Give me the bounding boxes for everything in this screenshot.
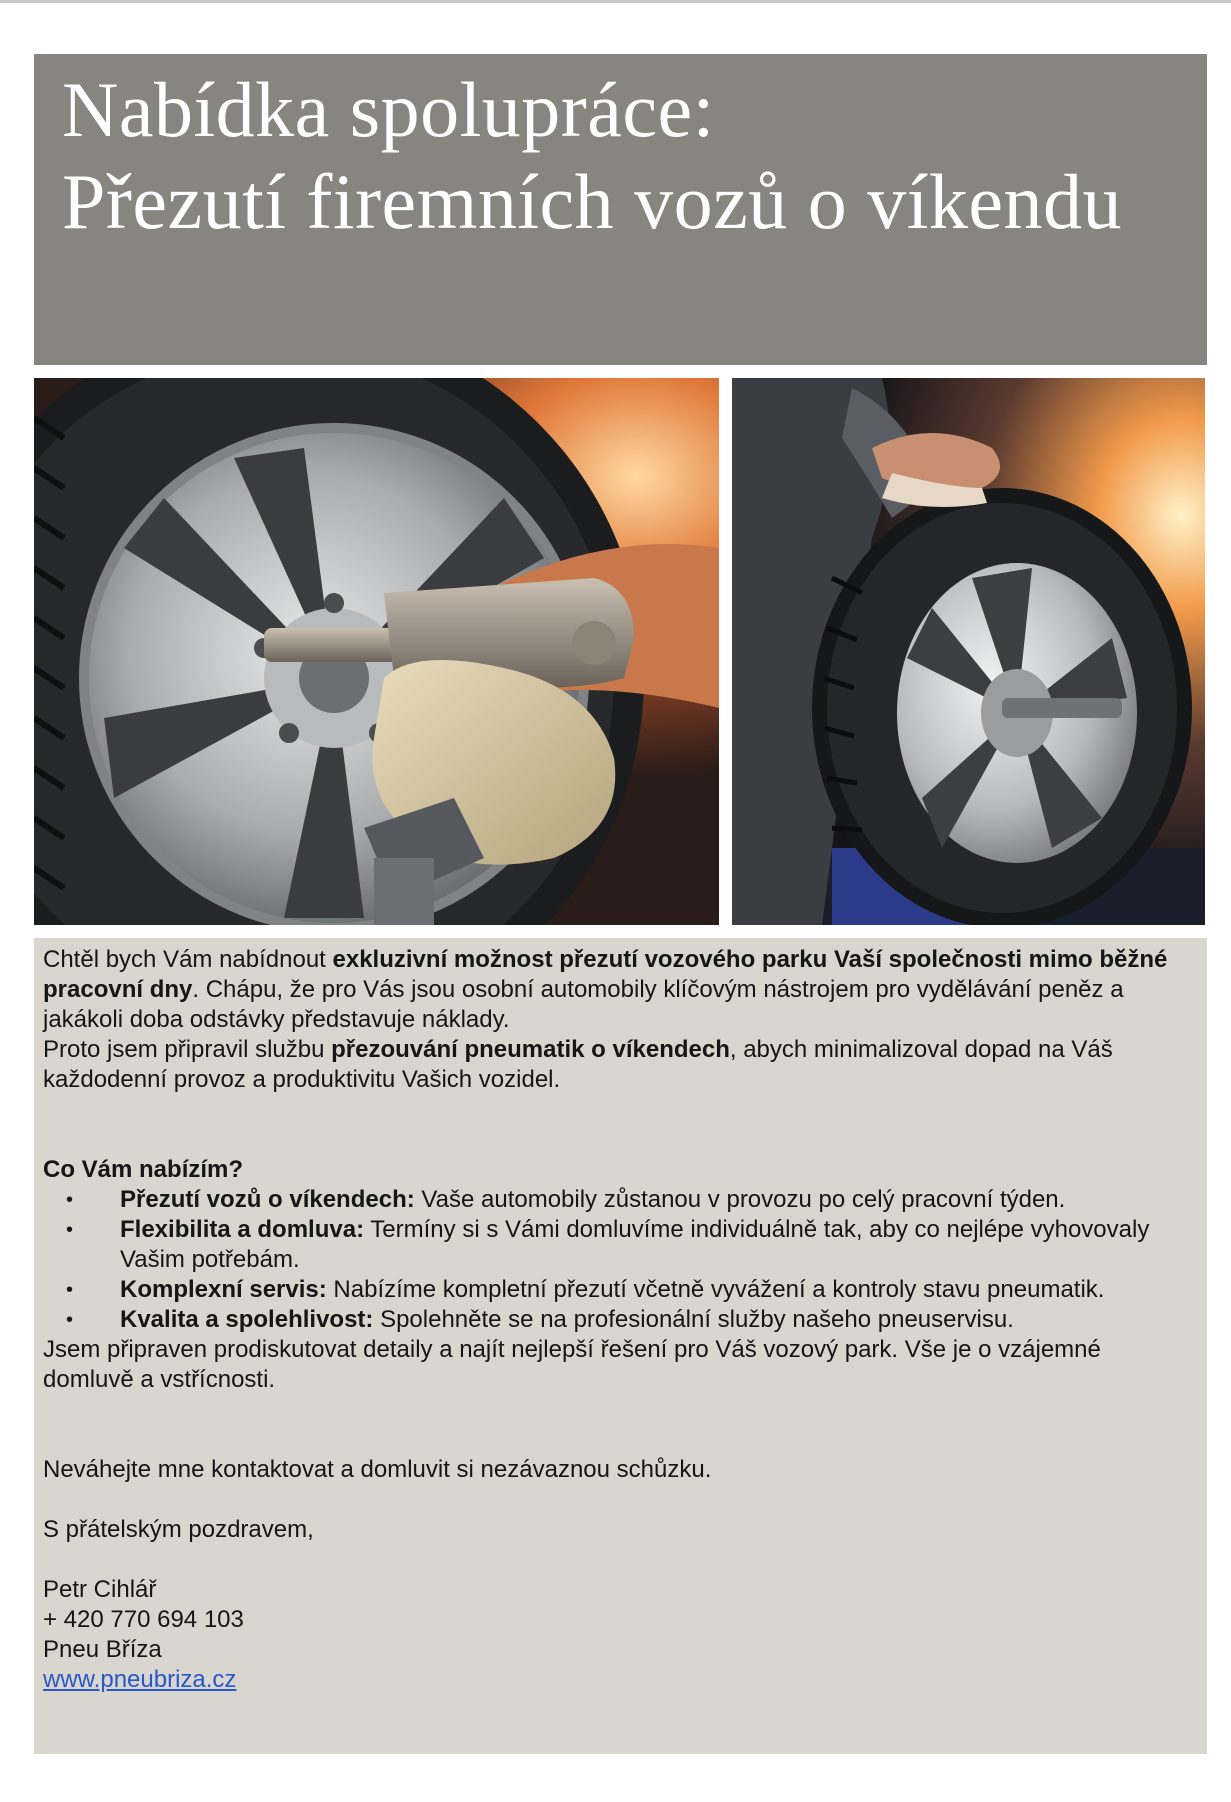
spacer (43, 1545, 1193, 1575)
intro-p1-lead: Chtěl bych Vám nabídnout (43, 946, 333, 973)
offer-heading-text: Co Vám nabízím? (43, 1156, 244, 1183)
bullet-icon: • (66, 1219, 74, 1241)
intro-p2-highlight: přezouvání pneumatik o víkendech (331, 1036, 730, 1063)
greeting: S přátelským pozdravem, (43, 1516, 314, 1543)
signature-name: Petr Cihlář (43, 1576, 157, 1603)
offer-list (43, 1185, 1193, 1335)
offer-item-text: Termíny si s Vámi domluvíme individuálně tak, aby co nejlépe vyhovovaly Vašim potřebám. (120, 1216, 1150, 1273)
offer-item-text: Vaše automobily zůstanou v provozu po celý pracovní týden. (414, 1186, 1066, 1213)
offer-item-title: Přezutí vozů o víkendech: (120, 1186, 415, 1213)
page-title (62, 64, 1122, 248)
offer-closing: Jsem připraven prodiskutovat detaily a najít nejlepší řešení pro Váš vozový park. Vše je o vzájemné domluvě a vstřícnosti. (43, 1336, 1101, 1393)
contact-call: Neváhejte mne kontaktovat a domluvit si nezávaznou schůzku. (43, 1456, 712, 1483)
tire-mechanic-photo (732, 378, 1205, 925)
bullet-icon: • (66, 1279, 74, 1301)
signature-website-line (43, 1665, 1193, 1695)
offer-item (43, 1305, 1193, 1335)
intro-p1-rest: . Chápu, že pro Vás jsou osobní automobily klíčovým nástrojem pro vydělávání peněz a jakákoli doba odstávky představuje náklady. (43, 976, 1124, 1033)
header-banner (34, 54, 1207, 365)
signature-phone: + 420 770 694 103 (43, 1606, 244, 1633)
letter-body (34, 938, 1207, 1754)
spacer (43, 1095, 1193, 1155)
bullet-icon: • (66, 1189, 74, 1211)
offer-item-text: Nabízíme kompletní přezutí včetně vyvážení a kontroly stavu pneumatik. (326, 1276, 1105, 1303)
offer-item (43, 1275, 1193, 1305)
spacer (43, 1485, 1193, 1515)
wheel-wrench-illustration (34, 378, 719, 925)
title-line-1: Nabídka spolupráce: (62, 66, 715, 153)
intro-p1-highlight: exkluzivní možnost přezutí vozového parku Vaší společnosti mimo běžné pracovní dny (43, 946, 1168, 1003)
bullet-icon: • (66, 1309, 74, 1331)
tire-mechanic-illustration (732, 378, 1205, 925)
spacer (43, 1395, 1193, 1455)
title-line-2: Přezutí firemních vozů o víkendu (62, 158, 1123, 245)
intro-p2-rest: , abych minimalizoval dopad na Váš každodenní provoz a produktivitu Vašich vozidel. (43, 1036, 1113, 1093)
letter-text (43, 945, 1193, 1695)
offer-heading (43, 1155, 1193, 1185)
intro-paragraph-1 (43, 945, 1193, 1035)
intro-paragraph-2 (43, 1035, 1193, 1095)
offer-item (43, 1215, 1193, 1275)
website-link[interactable]: www.pneubriza.cz (43, 1666, 237, 1693)
offer-item-title: Komplexní servis: (120, 1276, 327, 1303)
wheel-wrench-photo (34, 378, 719, 925)
offer-item-title: Flexibilita a domluva: (120, 1216, 365, 1243)
offer-item-text: Spolehněte se na profesionální služby našeho pneuservisu. (373, 1306, 1014, 1333)
offer-item-title: Kvalita a spolehlivost: (120, 1306, 374, 1333)
intro-p2-lead: Proto jsem připravil službu (43, 1036, 332, 1063)
signature-company: Pneu Bříza (43, 1636, 162, 1663)
top-border (0, 0, 1231, 3)
offer-item (43, 1185, 1193, 1215)
